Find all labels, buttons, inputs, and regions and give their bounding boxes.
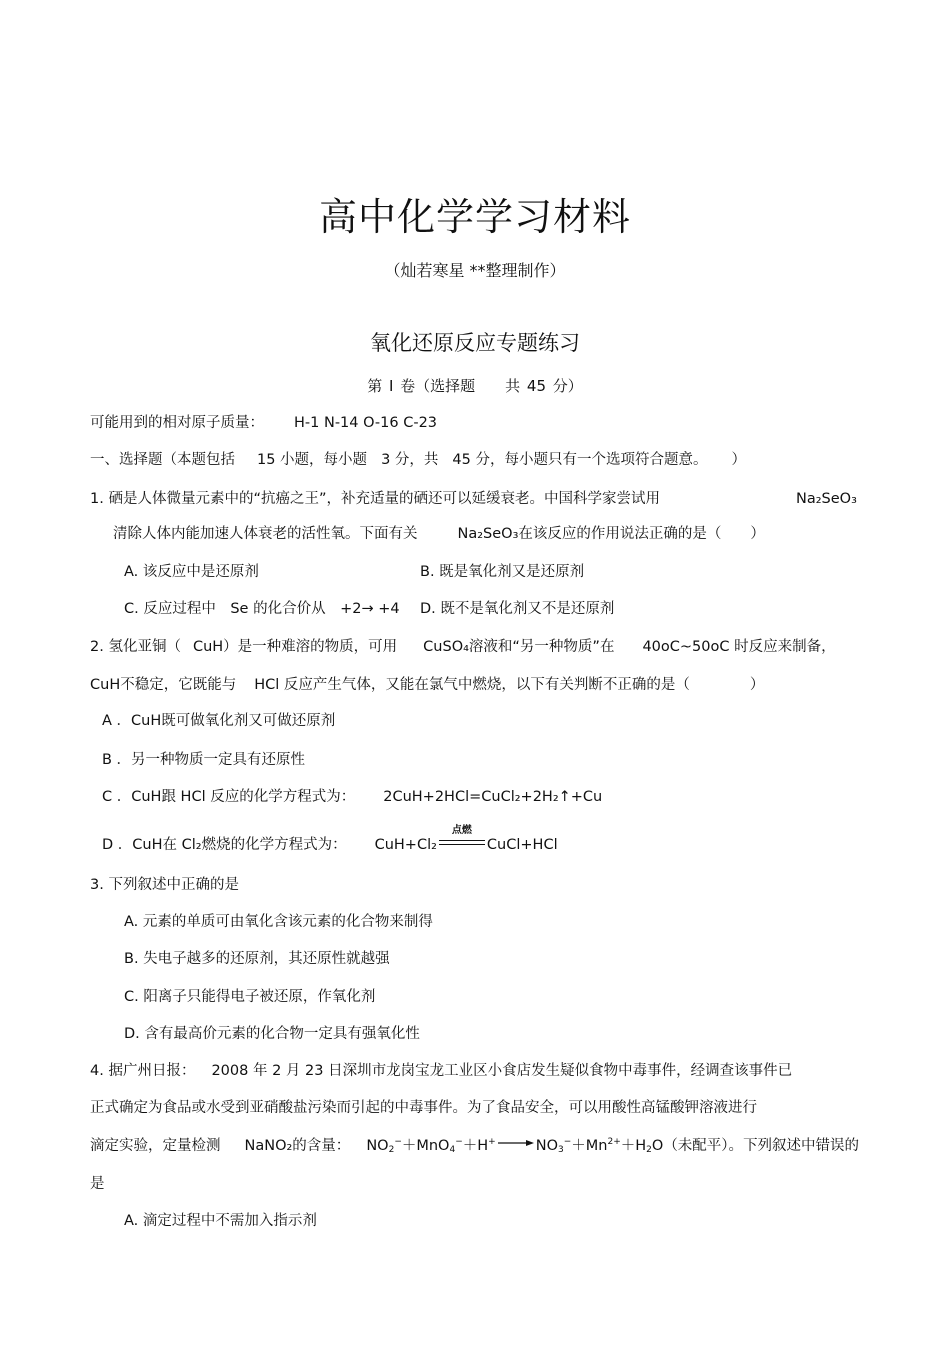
q2-line2-a: CuH不稳定，它既能与: [90, 677, 237, 693]
ignition-condition: 点燃: [451, 825, 472, 836]
q4-equation: $NO_2^-+MnO_4^-+H^+$ $NO_3^-+Mn^{2+}+H_2O$: [366, 1137, 664, 1155]
q2-option-d-products: CuCl+HCl: [486, 837, 558, 853]
instructions-part3: 3 分，共: [381, 452, 439, 468]
exercise-heading: 氧化还原反应专题练习: [370, 331, 580, 355]
instructions: [90, 451, 746, 469]
q1-option-c: C. 反应过程中 Se 的化合价从 +2→ +4: [124, 601, 400, 617]
reaction-arrow-icon: [498, 1138, 534, 1148]
q1-line2-tail: 在该反应的作用说法正确的是（ ）: [518, 526, 765, 542]
q2-line2-b: HCl 反应产生气体，又能在氯气中燃烧，以下有关判断不正确的是（: [254, 677, 690, 693]
q2-option-d-reactants: CuH+Cl₂: [374, 837, 437, 853]
atomic-masses-label: 可能用到的相对原子质量：: [90, 415, 264, 431]
q1-line2-formula: Na₂SeO₃: [457, 526, 519, 542]
q3-option-b: B. 失电子越多的还原剂，其还原性就越强: [124, 951, 390, 967]
q2-option-a: A ．CuH既可做氧化剂又可做还原剂: [102, 713, 336, 729]
q2-line1-a: 2. 氢化亚铜（: [90, 639, 181, 655]
q1-formula: Na₂SeO₃: [796, 491, 857, 507]
q2-line2-c: ）: [749, 677, 765, 693]
q3-option-a: A. 元素的单质可由氧化含该元素的化合物来制得: [124, 914, 433, 930]
instructions-part1: 一、选择题（本题包括: [90, 452, 235, 468]
q1-option-b: B. 既是氧化剂又是还原剂: [420, 564, 585, 580]
q4-line3-a: 滴定实验，定量检测: [90, 1138, 221, 1154]
q4-line3-b: NaNO₂的含量：: [244, 1138, 351, 1154]
q4-unbalanced-note: （未配平）。: [663, 1138, 744, 1154]
q4-line3-c: 下列叙述中错误的: [743, 1138, 860, 1154]
q4-line1: [90, 1062, 792, 1080]
q2-line1: [90, 638, 836, 656]
atomic-masses: [90, 414, 437, 432]
atomic-masses-values: H-1 N-14 O-16 C-23: [294, 415, 438, 431]
q4-line1-b: 2008 年 2 月 23 日深圳市龙岗宝龙工业区小食店发生疑似食物中毒事件，经调查该事件已: [211, 1063, 793, 1079]
q2-option-b: B ．另一种物质一定具有还原性: [102, 752, 306, 768]
q2-line1-d: 40oC~50oC 时反应来制备，: [642, 639, 836, 655]
q4-line3: [90, 1137, 859, 1155]
q2-option-c: [102, 788, 602, 806]
q1-line1: 1. 硒是人体微量元素中的“抗癌之王”，补充适量的硒还可以延缓衰老。中国科学家尝试用: [90, 491, 660, 507]
instructions-part4: 45 分，每小题只有一个选项符合题意。: [452, 452, 708, 468]
q1-option-a: A. 该反应中是还原剂: [124, 564, 259, 580]
q4-line4: 是: [90, 1176, 105, 1192]
q3-option-d: D. 含有最高价元素的化合物一定具有强氧化性: [124, 1026, 420, 1042]
q4-line1-a: 4. 据广州日报：: [90, 1063, 196, 1079]
q4-option-a: A. 滴定过程中不需加入指示剂: [124, 1213, 317, 1229]
q2-line1-b: CuH）是一种难溶的物质，可用: [192, 639, 398, 655]
q1-line2: [113, 525, 765, 543]
q4-line2: 正式确定为食品或水受到亚硝酸盐污染而引起的中毒事件。为了食品安全，可以用酸性高锰酸钾溶液进行: [90, 1100, 757, 1116]
q2-line2: [90, 676, 764, 694]
q2-option-d-text: D ．CuH在 Cl₂燃烧的化学方程式为：: [102, 837, 347, 853]
q3-stem: 3. 下列叙述中正确的是: [90, 877, 239, 893]
q2-option-d: [102, 825, 558, 854]
q3-option-c: C. 阳离子只能得电子被还原，作氧化剂: [124, 989, 376, 1005]
instructions-part5: ）: [731, 452, 746, 468]
q1-line2-text: 清除人体内能加速人体衰老的活性氧。下面有关: [113, 526, 418, 542]
doc-title: 高中化学学习材料: [318, 195, 631, 239]
q2-line1-c: CuSO₄溶液和“另一种物质”在: [423, 639, 615, 655]
instructions-part2: 15 小题，每小题: [257, 452, 368, 468]
section-label: 第 Ⅰ 卷（选择题 共 45 分）: [367, 377, 583, 395]
ignition-equals-sign: [439, 825, 485, 852]
q2-option-c-text: C ．CuH跟 HCl 反应的化学方程式为：: [102, 789, 356, 805]
doc-subtitle: （灿若寒星 **整理制作）: [384, 261, 566, 280]
q1-option-d: D. 既不是氧化剂又不是还原剂: [420, 601, 615, 617]
q2-option-c-equation: 2CuH+2HCl=CuCl₂+2H₂↑+Cu: [383, 789, 603, 805]
